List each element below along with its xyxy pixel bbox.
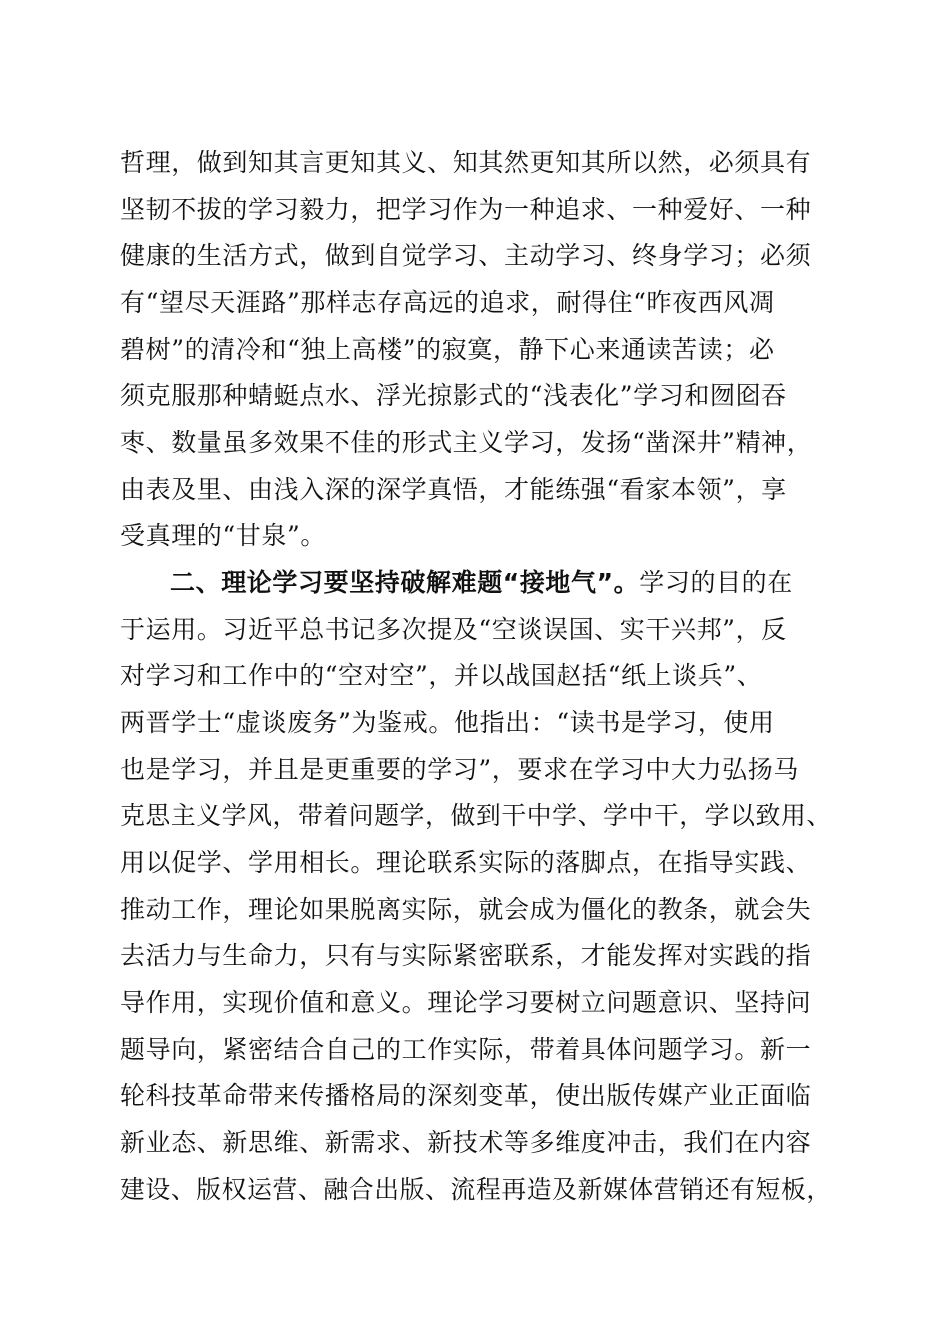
section-heading: 二、理论学习要坚持破解难题“接地气”。 [170,568,640,597]
paragraph-2-line-10: 导作用，实现价值和意义。理论学习要树立问题意识、坚持问 [120,988,812,1017]
paragraph-2-line-14: 建设、版权运营、融合出版、流程再造及新媒体营销还有短板， [120,1175,832,1204]
paragraph-1-line-9: 受真理的“甘泉”。 [120,521,326,550]
paragraph-2-line-2: 于运用。习近平总书记多次提及“空谈误国、实干兴邦”，反 [120,615,787,644]
paragraph-1-line-1: 哲理，做到知其言更知其义、知其然更知其所以然，必须具有 [120,148,812,177]
paragraph-1-line-3: 健康的生活方式，做到自觉学习、主动学习、终身学习；必须 [120,241,812,270]
paragraph-1-line-8: 由表及里、由浅入深的深学真悟，才能练强“看家本领”，享 [120,475,787,504]
paragraph-1-line-5: 碧树”的清冷和“独上高楼”的寂寞，静下心来通读苦读；必 [120,335,775,364]
paragraph-2-line-12: 轮科技革命带来传播格局的深刻变革，使出版传媒产业正面临 [120,1081,812,1110]
paragraph-2-line-9: 去活力与生命力，只有与实际紧密联系，才能发挥对实践的指 [120,941,812,970]
paragraph-2-line-3: 对学习和工作中的“空对空”，并以战国赵括“纸上谈兵”、 [120,661,763,690]
paragraph-2-line-8: 推动工作，理论如果脱离实际，就会成为僵化的教条，就会失 [120,895,812,924]
paragraph-1-line-4: 有“望尽天涯路”那样志存高远的追求，耐得住“昨夜西风凋 [120,288,775,317]
paragraph-1-line-7: 枣、数量虽多效果不佳的形式主义学习，发扬“凿深井”精神， [120,428,813,457]
paragraph-2-line-7: 用以促学、学用相长。理论联系实际的落脚点，在指导实践、 [120,848,812,877]
paragraph-2-line-5: 也是学习，并且是更重要的学习”，要求在学习中大力弘扬马 [120,755,799,784]
paragraph-1-line-6: 须克服那种蜻蜓点水、浮光掠影式的“浅表化”学习和囫囵吞 [120,381,787,410]
paragraph-2-line-13: 新业态、新思维、新需求、新技术等多维度冲击，我们在内容 [120,1128,812,1157]
paragraph-2-first-line-text: 学习的目的在 [639,568,793,597]
paragraph-2-first-line [170,563,832,603]
paragraph-2-line-4: 两晋学士“虚谈废务”为鉴戒。他指出：“读书是学习，使用 [120,708,775,737]
paragraph-1-line-2: 坚韧不拔的学习毅力，把学习作为一种追求、一种爱好、一种 [120,195,812,224]
paragraph-2-line-11: 题导向，紧密结合自己的工作实际，带着具体问题学习。新一 [120,1035,812,1064]
paragraph-2-line-6: 克思主义学风，带着问题学，做到干中学、学中干，学以致用、 [120,801,832,830]
